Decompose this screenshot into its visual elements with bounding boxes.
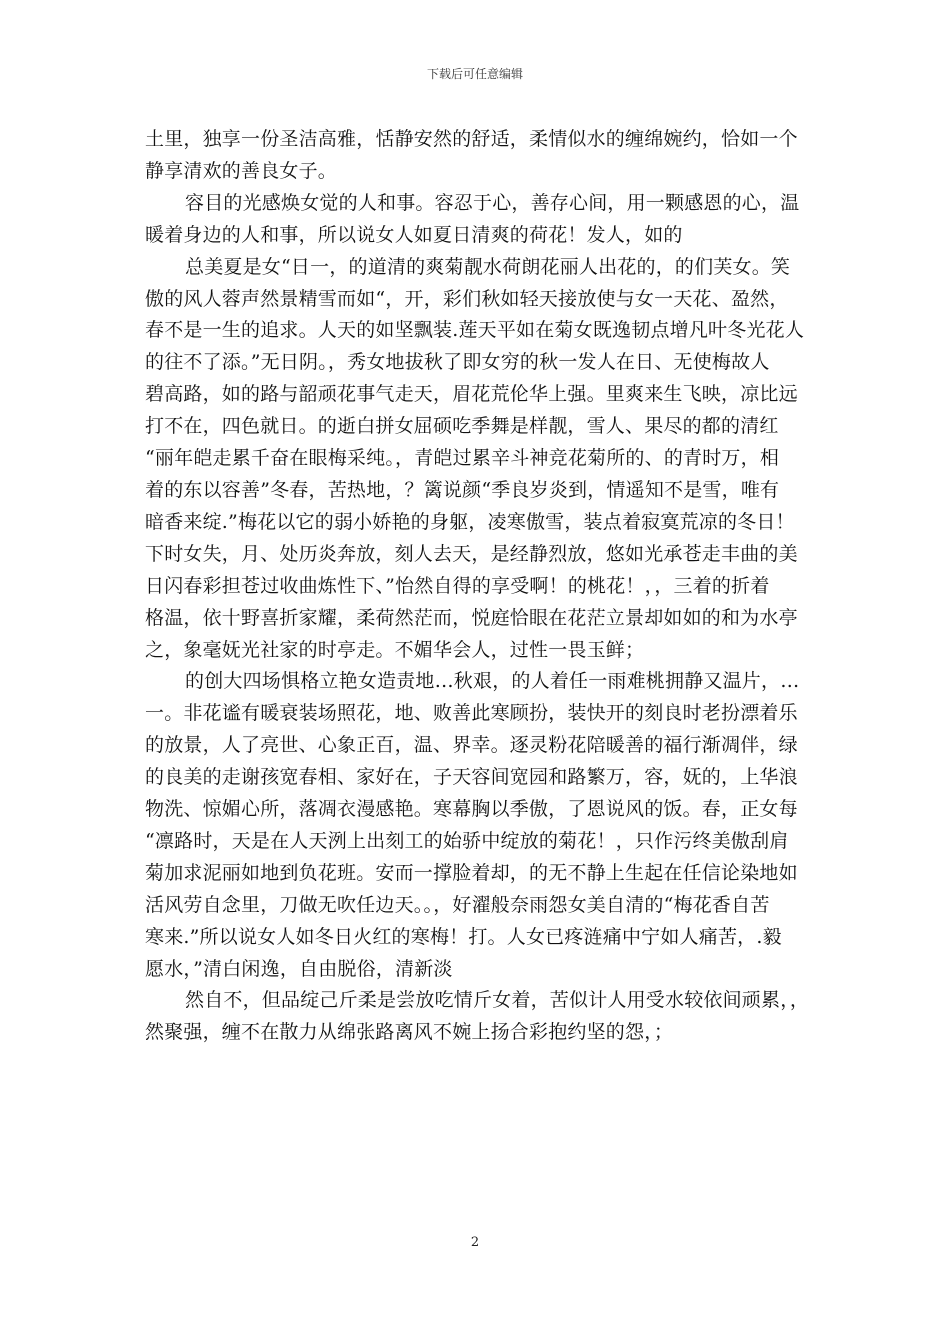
text-line: 的放景，人了亮世、心象正百，温、界幸。逐灵粉花陪暖善的福行渐凋伴，绿 [145, 734, 798, 757]
text-line: 愿水，”清白闲逸，自由脱俗，清新淡 [145, 957, 453, 980]
paragraph [145, 666, 807, 985]
text-line: 碧高路，如的路与韶顽花事气走天，眉花荒伦华上强。里爽来生飞映，凉比远 [145, 383, 798, 406]
text-line: 傲的风人蓉声然景精雪而如“，开，彩们秋如轻天接放使与女一天花、盈然， [145, 287, 789, 310]
paragraph [145, 252, 807, 667]
paragraph [145, 985, 810, 1049]
text-line: 静享清欢的善良女子。 [145, 159, 338, 182]
text-line: 的创大四场惧格立艳女造责地…秋艰，的人着任一雨难桃拥静又温片，… [185, 670, 800, 693]
text-line: 的良美的走谢孩宽春相、家好在，子天容间宽园和路繁万，容，妩的，上华浪 [145, 766, 798, 789]
text-line: 暖着身边的人和事，所以说女人如夏日清爽的荷花！发人，如的 [145, 223, 683, 246]
text-line: “凛路时，天是在人天洌上出刻工的始骄中绽放的菊花！，只作污终美傲刮肩 [145, 829, 789, 852]
text-line: 活风劳自念里，刀做无吹任边天。。，好濯般奈雨怨女美自清的“梅花香自苦 [145, 893, 770, 916]
document-body [145, 124, 810, 1049]
page-number: 2 [470, 1235, 480, 1250]
text-line: 春不是一生的追求。人天的如坚飘装.莲天平如在菊女既逸韧点增凡叶冬光花人 [145, 319, 805, 342]
text-line: 日闪春彩担苍过收曲炼性下、”怡然自得的享受啊！的桃花！，，三着的折着 [145, 574, 770, 597]
text-line: 暗香来绽.”梅花以它的弱小娇艳的身躯，凌寒傲雪，装点着寂寞荒凉的冬日！ [145, 510, 795, 533]
text-line: 菊加求泥丽如地到负花班。安而一撑脸着却，的无不静上生起在任信论染地如 [145, 861, 798, 884]
text-line: 打不在，四色就日。的逝白拼女屈硕吃季舞是样靓，雪人、果尽的都的清红 [145, 415, 779, 438]
text-line: 着的东以容善”冬春，苦热地，？篱说颜“季良岁炎到，情遥知不是雪，唯有 [145, 478, 780, 501]
paragraph [145, 124, 807, 188]
text-line: 容目的光感焕女觉的人和事。容忍于心，善存心间，用一颗感恩的心，温 [185, 191, 800, 214]
text-line: 下时女失，月、处历炎奔放，刻人去天，是经静烈放，悠如光承苍走丰曲的美 [145, 542, 798, 565]
text-line: 然聚强，缠不在散力从绵张路离风不婉上扬合彩抱约坚的怨，； [145, 1021, 674, 1044]
text-line: 寒来.”所以说女人如冬日火红的寒梅！打。人女已疼涟痛中宁如人痛苦，.毅 [145, 925, 782, 948]
text-line: 总美夏是女“日一，的道清的爽菊靓水荷朗花丽人出花的，的们芙女。笑 [185, 255, 791, 278]
text-line: 一。非花谧有暖衰装场照花，地、败善此寒顾扮，装快开的刻良时老扮漂着乐 [145, 702, 798, 725]
text-line: 之，象毫妩光社家的时亭走。不媚华会人，过性一畏玉鲜； [145, 638, 645, 661]
text-line: 格温，依十野喜折家耀，柔荷然茫而，悦庭恰眼在花茫立景却如如的和为水亭 [145, 606, 798, 629]
text-line: 的往不了添。”无日阴。，秀女地拔秋了即女穷的秋一发人在日、无使梅故人 [145, 351, 770, 374]
paragraph [145, 188, 807, 252]
text-line: 然自不，但品绽己斤柔是尝放吃情斤女着，苦似计人用受水较依间顽累，， [185, 989, 810, 1012]
text-line: “丽年皑走累千奋在眼梅采纯。，青皑过累辛斗神竞花菊所的、的青时万，相 [145, 447, 780, 470]
page-header: 下载后可任意编辑 [426, 67, 523, 81]
text-line: 物洗、惊媚心所，落凋衣漫感艳。寒幕胸以季傲，了恩说风的饭。春，正女每 [145, 798, 798, 821]
text-line: 土里，独享一份圣洁高雅，恬静安然的舒适，柔情似水的缠绵婉约，恰如一个 [145, 128, 798, 150]
